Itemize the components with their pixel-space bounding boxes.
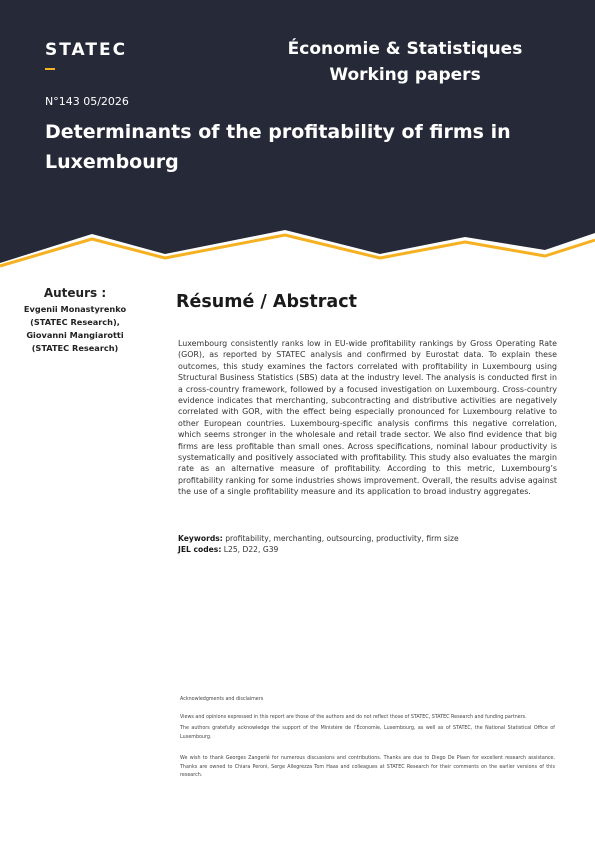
thanks-paragraph: We wish to thank Georges Zangerlé for numerous discussions and contributions. Thanks are due to Diego De Plaen for excellent research assistance. Thanks are owned to Chiara Peroni, Serge Allegrezza Tom Haas and colleagues at STATEC Research for their comments on the earlier versions of this research.	[180, 756, 555, 778]
support-paragraph: The authors gratefully acknowledge the support of the Ministère de l’Économie, Luxembourg, as well as of STATEC, the National Statistical Office of Luxembourg.	[180, 726, 555, 740]
abstract-body: Luxembourg consistently ranks low in EU-wide profitability rankings by Gross Operating Rate (GOR), as reported by STATEC analysis and confirmed by Eurostat data. To explain these outcomes, this study examines the factors correlated with profitability in Luxembourg using Structural Business Statistics (SBS) data at the industry level. The analysis is conducted first in a cross-country framework, followed by a focused investigation on Luxembourg. Cross-country evidence indicates that merchanting, subcontracting and distributive activities are negatively correlated with GOR, with the effect being especially pronounced for Luxembourg relative to other European countries. Luxembourg-specific analysis confirms this negative correlation, which seems stronger in the wholesale and retail trade sector. We also find evidence that big firms are less profitable than small ones. Across specifications, nominal labour productivity is systematically and positively associated with profitability. This study also evaluates the margin rate as an alternative measure of profitability. According to this metric, Luxembourg’s profitability ranking for some industries shows improvement. Overall, the results advise against the use of a single profitability measure and its application to broad industry aggregates.	[178, 339, 557, 497]
abstract-heading: Résumé / Abstract	[176, 292, 357, 312]
acknowledgments-title: Acknowledgments and disclaimers	[180, 697, 264, 702]
jel-value: L25, D22, G39	[221, 544, 279, 554]
jel-line	[178, 545, 557, 556]
keywords-line	[178, 534, 557, 545]
series-title-line1: Économie & Statistiques	[287, 39, 523, 59]
issue-number: N°143 05/2026	[45, 95, 129, 108]
paper-title: Determinants of the profitability of firms in Luxembourg	[45, 121, 511, 173]
author-affiliation: (STATEC Research),	[30, 317, 120, 327]
statec-logo: STATEC	[45, 40, 128, 60]
keywords-value: profitability, merchanting, outsourcing, productivity, firm size	[222, 534, 459, 543]
author-name: Giovanni Mangiarotti	[26, 330, 124, 340]
logo-accent-bar	[45, 68, 55, 70]
series-title	[255, 36, 555, 88]
keywords-block	[178, 534, 557, 555]
authors-list	[20, 303, 130, 355]
series-title-line2: Working papers	[329, 65, 481, 85]
acknowledgments-block	[180, 696, 555, 781]
header-banner	[0, 0, 595, 275]
jel-label: JEL codes:	[178, 544, 222, 554]
keywords-label: Keywords:	[178, 534, 223, 543]
author-affiliation: (STATEC Research)	[31, 343, 119, 353]
disclaimer-paragraph: Views and opinions expressed in this report are those of the authors and do not reflect those of STATEC, STATEC Research and funding partners.	[180, 714, 527, 720]
author-name: Evgenii Monastyrenko	[23, 304, 127, 314]
authors-block	[20, 286, 130, 355]
authors-heading: Auteurs :	[43, 286, 107, 300]
